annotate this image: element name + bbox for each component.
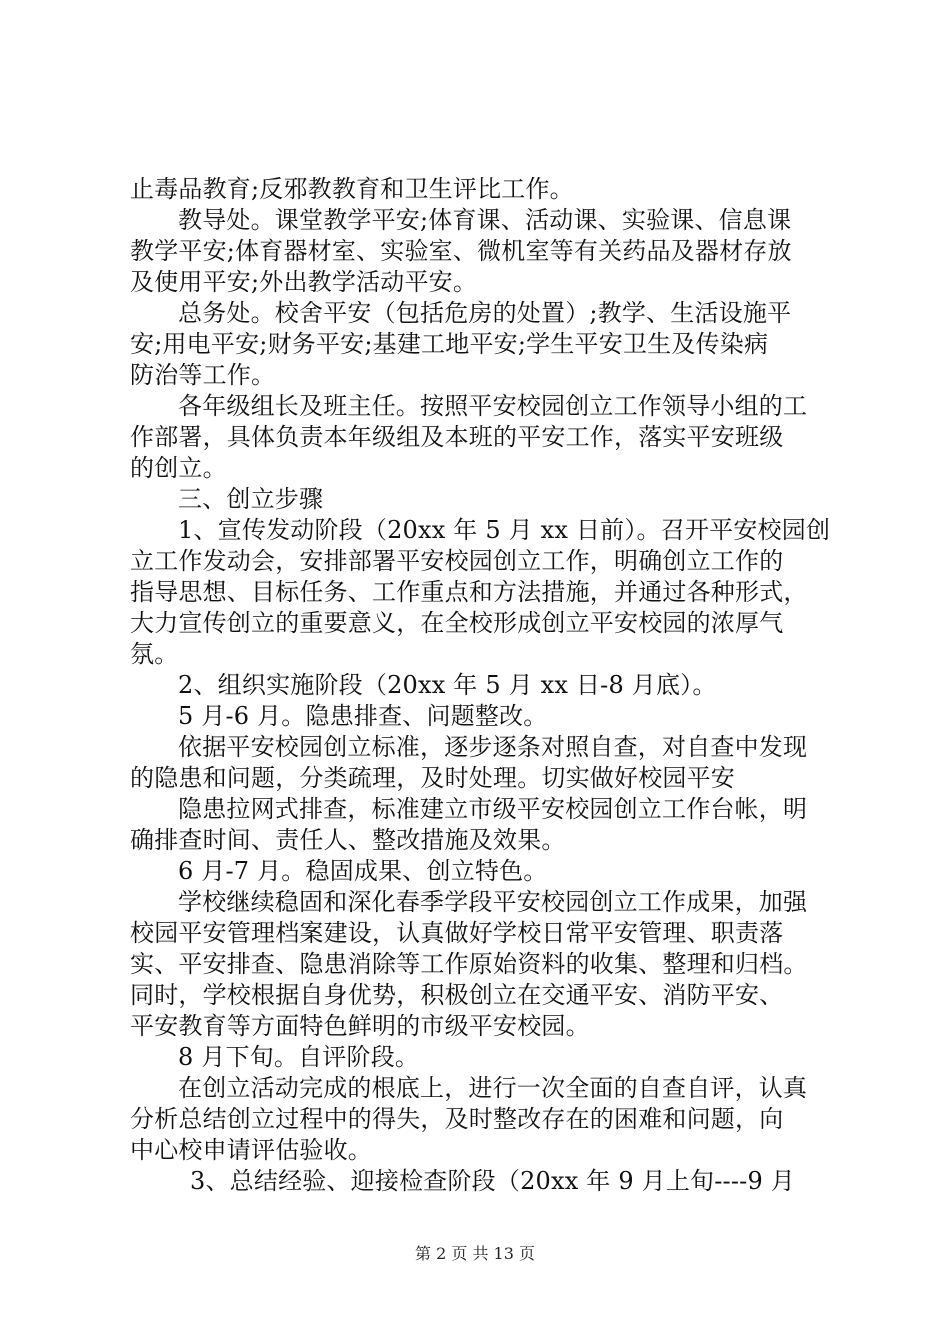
text-line: 校园平安管理档案建设，认真做好学校日常平安管理、职责落	[130, 919, 784, 947]
text-line: 大力宣传创立的重要意义，在全校形成创立平安校园的浓厚气	[130, 609, 784, 637]
text-line: 各年级组长及班主任。按照平安校园创立工作领导小组的工	[178, 392, 808, 420]
text-line: 教学平安;体育器材室、实验室、微机室等有关药品及器材存放	[130, 237, 792, 265]
text-line: 1、宣传发动阶段（20xx 年 5 月 xx 日前）。召开平安校园创	[178, 516, 831, 544]
page-number-footer: 第 2 页 共 13 页	[415, 1244, 535, 1263]
text-line: 及使用平安;外出教学活动平安。	[130, 268, 478, 296]
text-line: 中心校申请评估验收。	[130, 1136, 372, 1164]
text-line: 实、平安排查、隐患消除等工作原始资料的收集、整理和归档。	[130, 950, 808, 978]
text-line: 依据平安校园创立标准，逐步逐条对照自查，对自查中发现	[178, 733, 808, 761]
text-line: 8 月下旬。自评阶段。	[178, 1043, 420, 1071]
text-line: 的隐患和问题，分类疏理，及时处理。切实做好校园平安	[130, 764, 735, 792]
text-line: 立工作发动会，安排部署平安校园创立工作，明确创立工作的	[130, 547, 784, 575]
text-line: 防治等工作。	[130, 361, 276, 389]
text-line: 在创立活动完成的根底上，进行一次全面的自查自评，认真	[178, 1074, 808, 1102]
text-line: 5 月-6 月。隐患排查、问题整改。	[178, 702, 548, 730]
section-heading: 三、创立步骤	[178, 485, 324, 513]
text-line: 2、组织实施阶段（20xx 年 5 月 xx 日-8 月底）。	[178, 671, 717, 699]
text-line: 分析总结创立过程中的得失，及时整改存在的困难和问题，向	[130, 1105, 784, 1133]
text-line: 确排查时间、责任人、整改措施及效果。	[130, 826, 566, 854]
text-line: 的创立。	[130, 454, 227, 482]
text-line: 安;用电平安;财务平安;基建工地平安;学生平安卫生及传染病	[130, 330, 769, 358]
text-line: 教导处。课堂教学平安;体育课、活动课、实验课、信息课	[178, 206, 792, 234]
text-line: 平安教育等方面特色鲜明的市级平安校园。	[130, 1012, 590, 1040]
text-line: 学校继续稳固和深化春季学段平安校园创立工作成果，加强	[178, 888, 808, 916]
text-line: 总务处。校舍平安（包括危房的处置）;教学、生活设施平	[178, 299, 792, 327]
text-line: 6 月-7 月。稳固成果、创立特色。	[178, 857, 548, 885]
text-line: 作部署，具体负责本年级组及本班的平安工作，落实平安班级	[130, 423, 784, 451]
text-line: 指导思想、目标任务、工作重点和方法措施，并通过各种形式，	[130, 578, 808, 606]
text-line: 同时，学校根据自身优势，积极创立在交通平安、消防平安、	[130, 981, 784, 1009]
text-line: 3、总结经验、迎接检查阶段（20xx 年 9 月上旬----9 月	[190, 1167, 795, 1195]
text-line: 氛。	[130, 640, 179, 668]
text-line: 隐患拉网式排查，标准建立市级平安校园创立工作台帐，明	[178, 795, 808, 823]
document-body	[130, 174, 840, 1197]
text-line: 止毒品教育;反邪教教育和卫生评比工作。	[130, 175, 574, 203]
